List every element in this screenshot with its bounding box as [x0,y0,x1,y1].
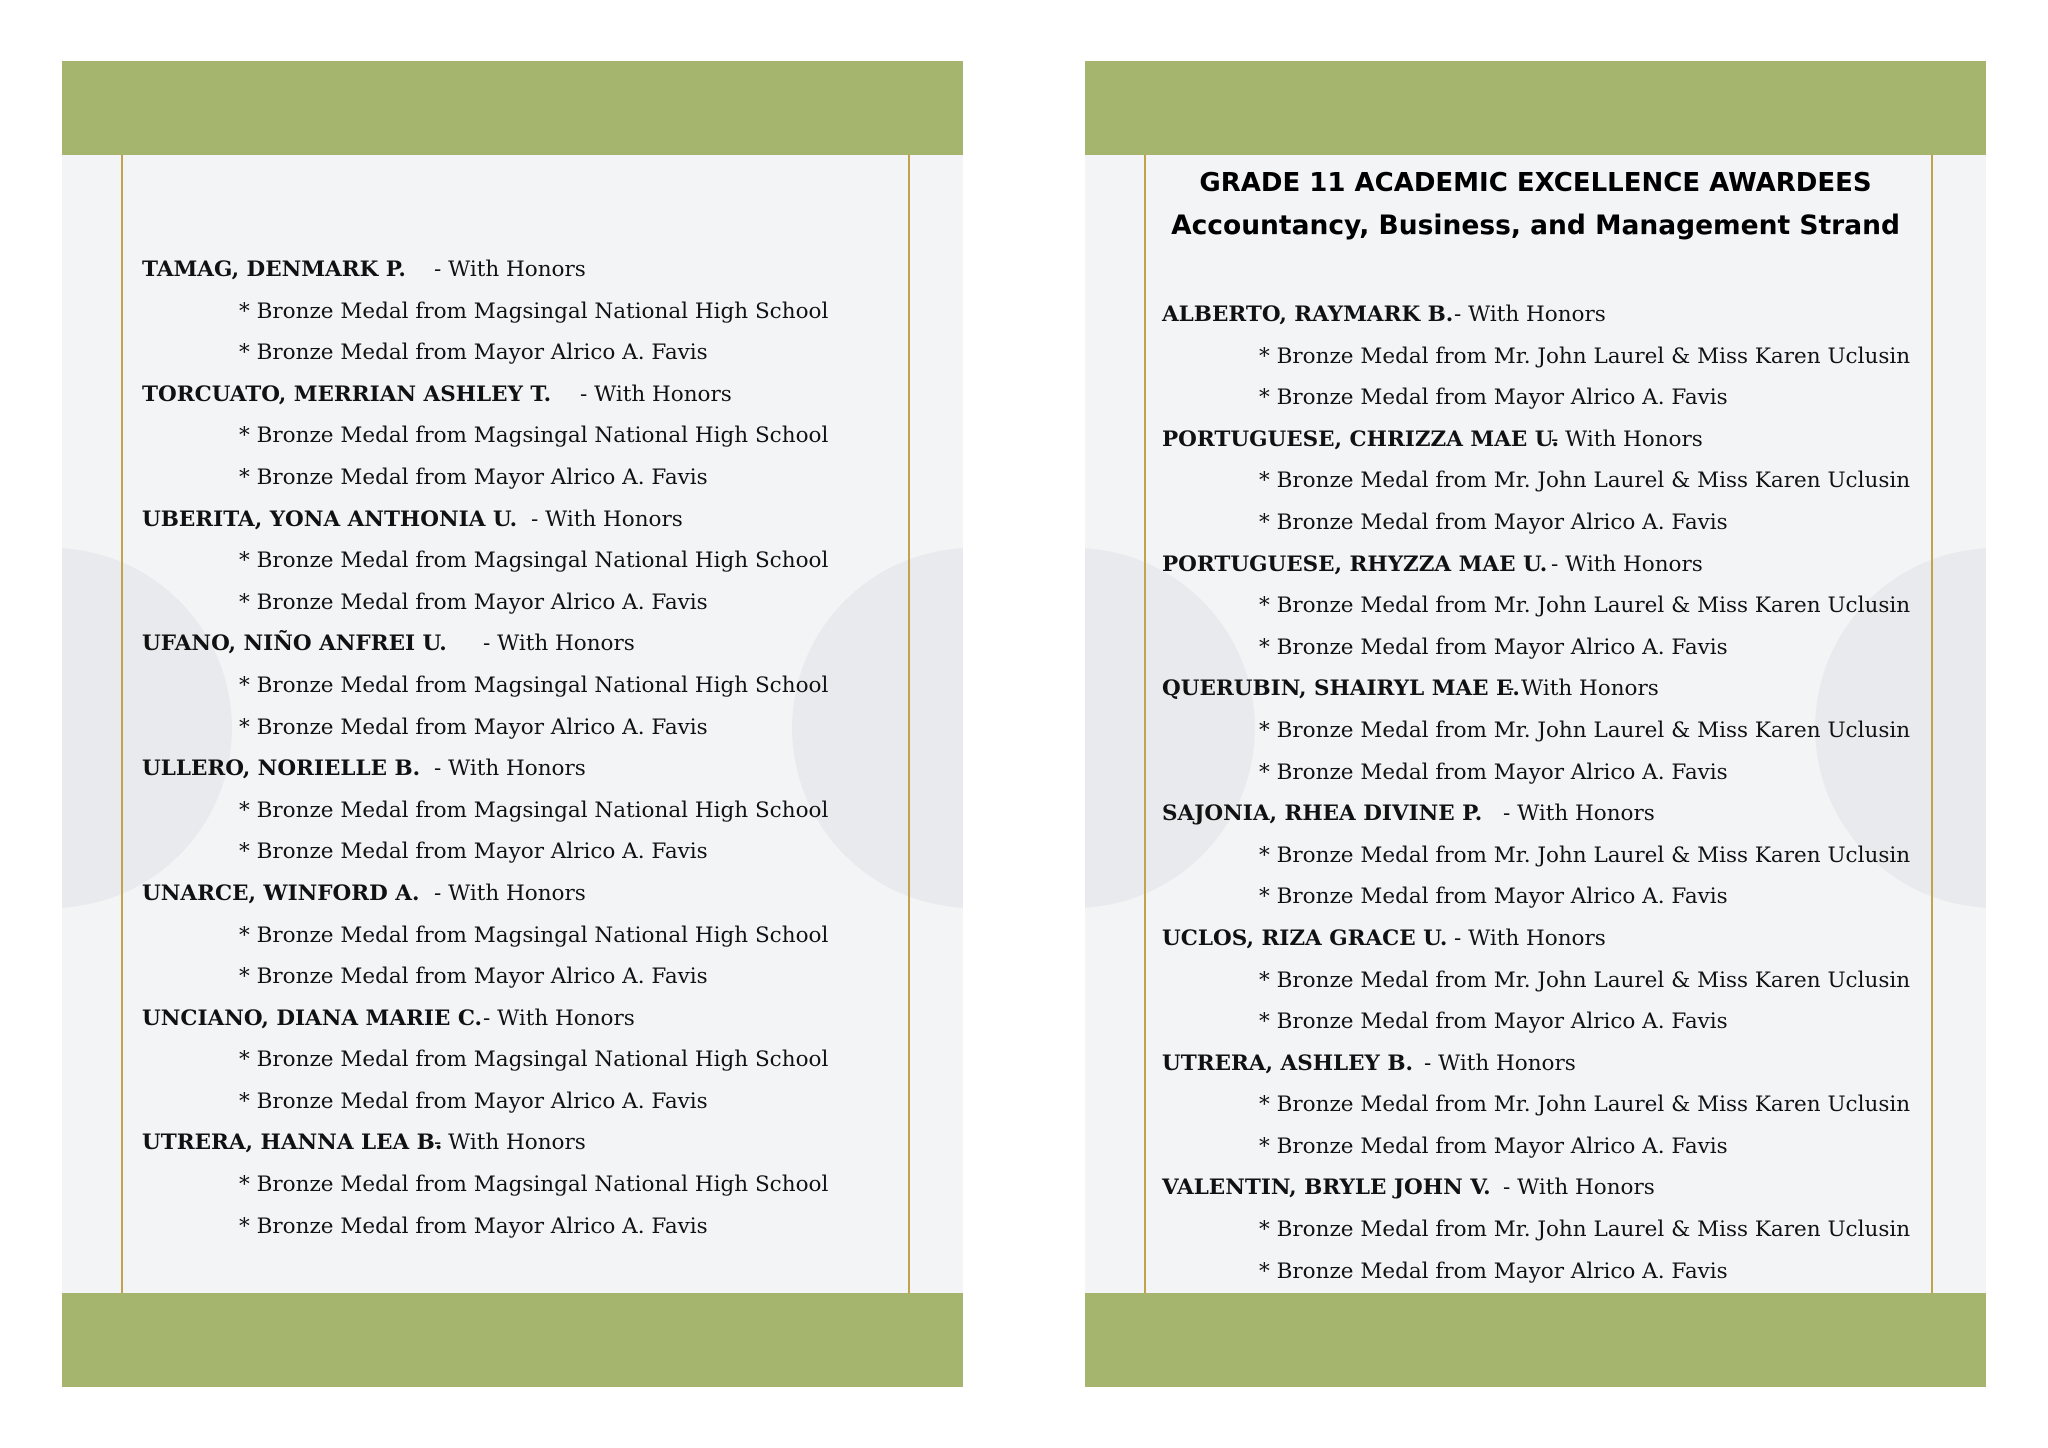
honor-label: - With Honors [580,381,732,407]
honor-label: - With Honors [1503,801,1655,827]
medal-line: * Bronze Medal from Mr. John Laurel & Miss Karen Uclusin [1259,468,1911,494]
awardee-name: UCLOS, RIZA GRACE U. [1162,925,1448,951]
medal-line: * Bronze Medal from Mr. John Laurel & Miss Karen Uclusin [1259,967,1911,993]
awardee-name: UNCIANO, DIANA MARIE C. [142,1005,483,1031]
medal-line: * Bronze Medal from Mayor Alrico A. Favis [239,839,708,865]
honor-label: - With Honors [434,1130,586,1156]
medal-line: * Bronze Medal from Mayor Alrico A. Favis [239,589,708,615]
medal-line: * Bronze Medal from Mr. John Laurel & Miss Karen Uclusin [1259,1092,1911,1118]
medal-line: * Bronze Medal from Mr. John Laurel & Miss Karen Uclusin [1259,717,1911,743]
medal-line: * Bronze Medal from Mayor Alrico A. Favis [1259,1258,1728,1284]
medal-line: * Bronze Medal from Mayor Alrico A. Favis [239,1213,708,1239]
awardee-name: ULLERO, NORIELLE B. [142,756,421,782]
awardee-name: VALENTIN, BRYLE JOHN V. [1162,1175,1491,1201]
awardee-name: ALBERTO, RAYMARK B. [1162,302,1454,327]
medal-line: * Bronze Medal from Mr. John Laurel & Miss Karen Uclusin [1259,1217,1911,1243]
medal-line: * Bronze Medal from Mr. John Laurel & Miss Karen Uclusin [1259,842,1911,868]
honor-label: - With Honors [434,880,586,906]
medal-line: * Bronze Medal from Magsingal National High School [239,922,829,948]
awardee-name-line [1162,918,1922,960]
honor-label: - With Honors [1454,925,1606,951]
medal-line: * Bronze Medal from Mayor Alrico A. Favis [1259,1133,1728,1159]
left-border-rule [1144,155,1146,1293]
awardee-name: QUERUBIN, SHAIRYL MAE E. [1162,676,1520,702]
awardee-name: UBERITA, YONA ANTHONIA U. [142,506,518,532]
right-page [1085,61,1986,1387]
honor-label: - With Honors [531,506,683,532]
bottom-band [1085,1293,1986,1387]
left-border-rule [121,155,123,1293]
right-border-rule [1931,155,1933,1293]
awardee-name-line [1162,1043,1922,1085]
medal-line: * Bronze Medal from Mayor Alrico A. Favis [239,714,708,740]
honor-label: - With Honors [483,631,635,657]
awardee-name: PORTUGUESE, CHRIZZA MAE U. [1162,426,1560,452]
awardee-name: UNARCE, WINFORD A. [142,880,420,906]
top-band [62,61,963,155]
medal-line: * Bronze Medal from Magsingal National High School [239,1047,829,1073]
awardee-name-line [1162,1167,1922,1209]
medal-line: * Bronze Medal from Mayor Alrico A. Favis [1259,884,1728,910]
medal-line: * Bronze Medal from Mr. John Laurel & Miss Karen Uclusin [1259,343,1911,369]
awardee-name-line [142,374,902,416]
honor-label: - With Honors [483,1005,635,1031]
top-band [1085,61,1986,155]
medal-line: * Bronze Medal from Mayor Alrico A. Favis [239,464,708,490]
medal-line: * Bronze Medal from Mayor Alrico A. Favis [239,340,708,366]
awardee-name-line [142,1122,902,1164]
medal-line: * Bronze Medal from Magsingal National High School [239,548,829,574]
honor-label: - With Honors [1551,551,1703,577]
honor-label: - With Honors [434,756,586,782]
medal-line: * Bronze Medal from Mayor Alrico A. Favis [1259,385,1728,411]
right-border-rule [908,155,910,1293]
left-page [62,61,963,1387]
page-subtitle: Accountancy, Business, and Management Strand [1171,210,1900,241]
awardee-name: TAMAG, DENMARK P. [142,257,406,282]
awardee-name-line [142,623,902,665]
awardee-name-line [1162,419,1922,461]
medal-line: * Bronze Medal from Mr. John Laurel & Miss Karen Uclusin [1259,593,1911,619]
medal-line: * Bronze Medal from Mayor Alrico A. Favis [239,1088,708,1114]
awardee-name: SAJONIA, RHEA DIVINE P. [1162,801,1483,827]
medal-line: * Bronze Medal from Magsingal National High School [239,672,829,698]
honor-label: - With Honors [1454,302,1606,327]
awardee-list [1162,294,1922,1292]
medal-line: * Bronze Medal from Magsingal National High School [239,298,829,324]
awardee-name-line [1162,668,1922,710]
awardee-name-line [142,748,902,790]
medal-line: * Bronze Medal from Magsingal National High School [239,797,829,823]
medal-line: * Bronze Medal from Mayor Alrico A. Favis [1259,1009,1728,1035]
bottom-band [62,1293,963,1387]
honor-label: - With Honors [1507,676,1659,702]
awardee-name-line [142,873,902,915]
page-title: GRADE 11 ACADEMIC EXCELLENCE AWARDEES [1199,168,1872,198]
awardee-name-line [142,249,902,291]
awardee-name: TORCUATO, MERRIAN ASHLEY T. [142,381,552,407]
medal-line: * Bronze Medal from Mayor Alrico A. Favis [1259,759,1728,785]
medal-line: * Bronze Medal from Magsingal National High School [239,1172,829,1198]
honor-label: - With Honors [1503,1175,1655,1201]
medal-line: * Bronze Medal from Mayor Alrico A. Favis [239,964,708,990]
awardee-name-line [142,998,902,1040]
honor-label: - With Honors [1551,426,1703,452]
honor-label: - With Honors [1424,1050,1576,1076]
awardee-name: UTRERA, HANNA LEA B. [142,1130,443,1156]
medal-line: * Bronze Medal from Mayor Alrico A. Favis [1259,509,1728,535]
medal-line: * Bronze Medal from Mayor Alrico A. Favis [1259,634,1728,660]
awardee-name-line [142,499,902,541]
honor-label: - With Honors [434,257,586,282]
awardee-name: UFANO, NIÑO ANFREI U. [142,631,447,657]
medal-line: * Bronze Medal from Magsingal National High School [239,423,829,449]
awardee-name: UTRERA, ASHLEY B. [1162,1050,1414,1076]
awardee-name-line [1162,294,1922,336]
awardee-name-line [1162,793,1922,835]
awardee-name: PORTUGUESE, RHYZZA MAE U. [1162,551,1548,577]
awardee-list [142,249,902,1247]
awardee-name-line [1162,544,1922,586]
